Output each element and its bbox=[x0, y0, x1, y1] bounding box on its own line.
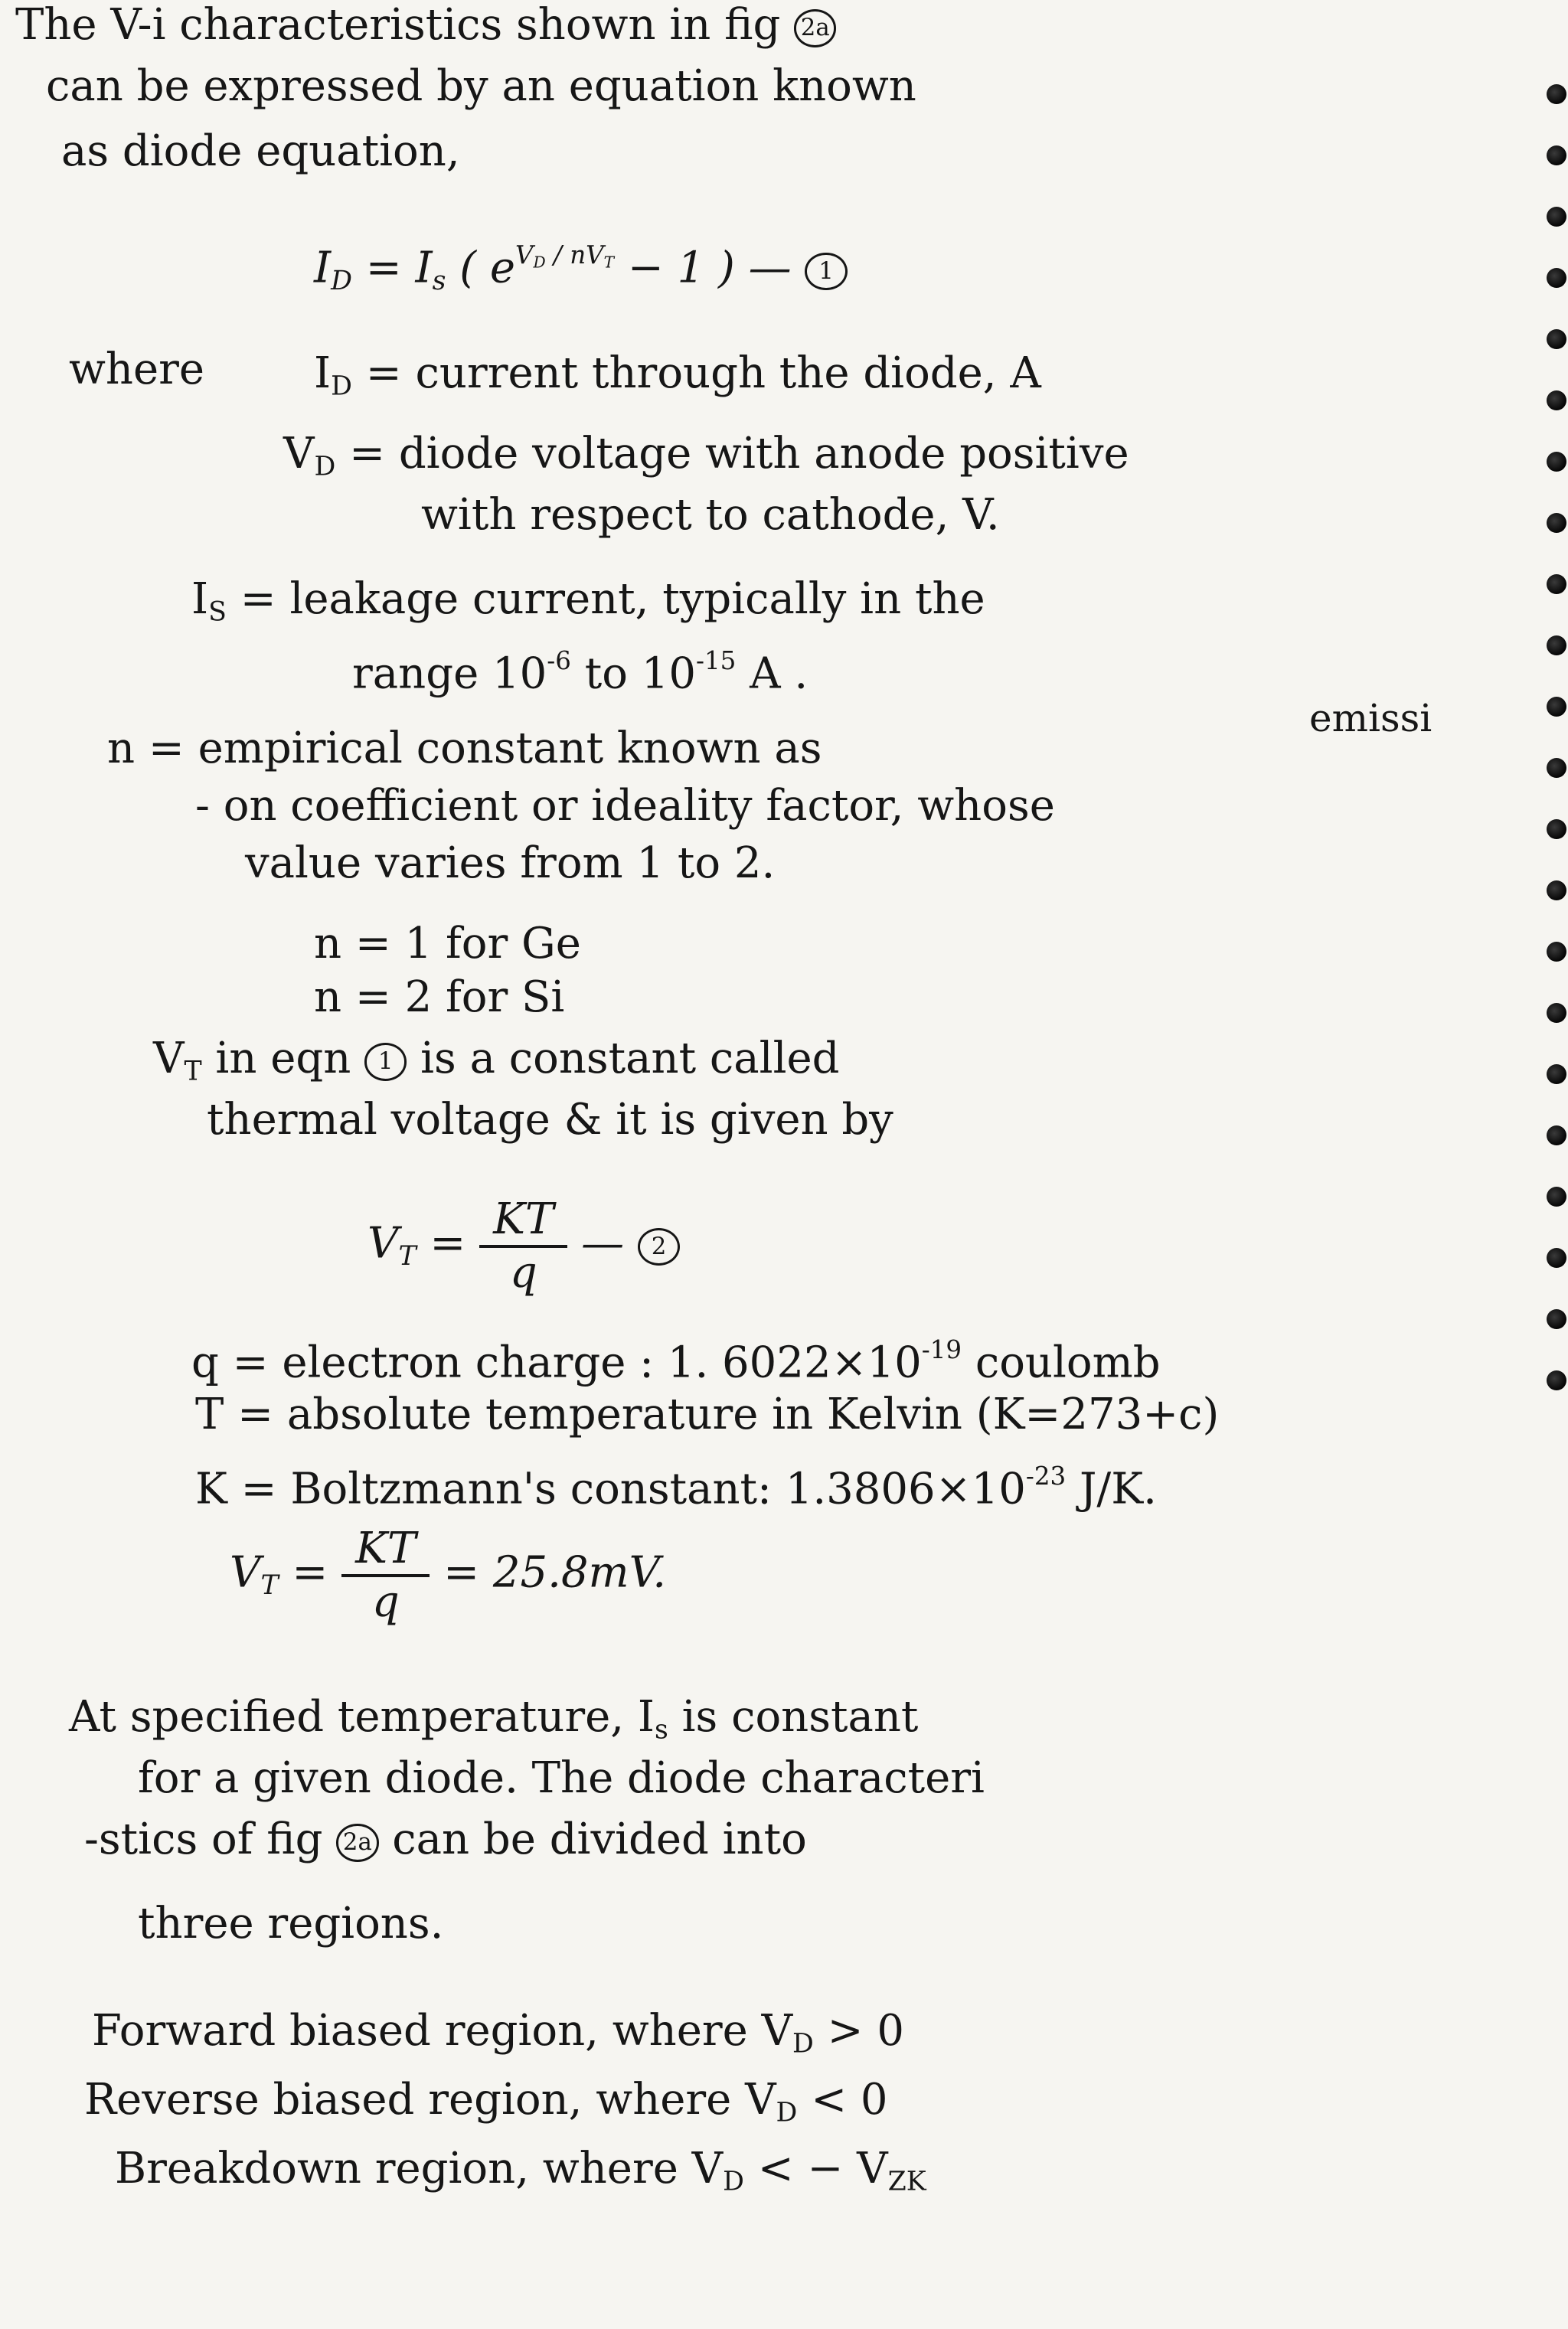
region-reverse: Reverse biased region, where $V_D < 0$ bbox=[84, 2075, 888, 2128]
text-line-2: can be expressed by an equation known bbox=[46, 61, 916, 111]
paragraph-2-line-2: for a given diode. The diode characteri bbox=[138, 1753, 985, 1803]
binding-hole bbox=[1547, 1125, 1566, 1145]
binding-hole bbox=[1547, 390, 1566, 410]
thermal-voltage-value: $V_T$ = $\frac{KT}{q}$ = 25.8mV. bbox=[230, 1524, 667, 1627]
spiral-binding bbox=[1522, 0, 1568, 2329]
binding-hole bbox=[1547, 819, 1566, 839]
n-definition-tail: emissi bbox=[1309, 696, 1432, 740]
thermal-voltage-equation: $V_T$ = $\frac{KT}{q}$ — 2 bbox=[368, 1194, 680, 1298]
region-breakdown: Breakdown region, where $V_D$ < − $V_{ZK}$ bbox=[115, 2144, 926, 2197]
vt-intro-1: $V_T$ in eqn 1 is a constant called bbox=[153, 1034, 840, 1087]
binding-hole bbox=[1547, 635, 1566, 655]
binding-hole bbox=[1547, 1187, 1566, 1207]
vt-intro-2: thermal voltage & it is given by bbox=[207, 1095, 893, 1145]
paragraph-2-line-1: At specified temperature, $I_s$ is constant bbox=[69, 1692, 919, 1746]
binding-hole bbox=[1547, 942, 1566, 962]
region-forward: Forward biased region, where $V_D > 0$ bbox=[92, 2006, 905, 2060]
text: The V-i characteristics shown in fig bbox=[15, 0, 781, 50]
binding-hole bbox=[1547, 1064, 1566, 1084]
binding-hole bbox=[1547, 329, 1566, 349]
k-definition: K = Boltzmann's constant: $1.3806\times 10^{-23}$ J/K. bbox=[195, 1462, 1157, 1514]
binding-hole bbox=[1547, 513, 1566, 533]
text-line-1 bbox=[15, 0, 836, 51]
figure-ref: 2a bbox=[336, 1824, 378, 1861]
binding-hole bbox=[1547, 574, 1566, 594]
q-definition: q = electron charge : 1. $6022\times 10^{-19}$ coulomb bbox=[191, 1335, 1161, 1388]
n-definition-3: value varies from 1 to 2. bbox=[245, 838, 776, 888]
binding-hole bbox=[1547, 1309, 1566, 1329]
binding-hole bbox=[1547, 758, 1566, 778]
n-silicon: n = 2 for Si bbox=[314, 972, 565, 1022]
paragraph-2-line-4: three regions. bbox=[138, 1899, 444, 1948]
binding-hole bbox=[1547, 697, 1566, 717]
binding-hole bbox=[1547, 207, 1566, 227]
n-definition-1: n = empirical constant known as bbox=[107, 724, 822, 773]
is-definition: $I_S$ = leakage current, typically in the bbox=[191, 574, 985, 628]
binding-hole bbox=[1547, 1003, 1566, 1023]
n-definition-2: - on coefficient or ideality factor, whose bbox=[195, 781, 1055, 831]
figure-ref: 2a bbox=[794, 9, 836, 47]
equation-number: 1 bbox=[805, 253, 847, 290]
n-germanium: n = 1 for Ge bbox=[314, 919, 581, 969]
where-label: where bbox=[69, 345, 205, 394]
binding-hole bbox=[1547, 1248, 1566, 1268]
binding-hole bbox=[1547, 880, 1566, 900]
binding-hole bbox=[1547, 268, 1566, 288]
binding-hole bbox=[1547, 84, 1566, 104]
diode-equation: $I_D = I_s$ ( $e^{V_D / nV_T} - 1$ ) — 1 bbox=[314, 230, 848, 306]
equation-number: 2 bbox=[638, 1228, 680, 1266]
paragraph-2-line-3: -stics of fig 2a can be divided into bbox=[84, 1815, 807, 1864]
id-definition: $I_D$ = current through the diode, A bbox=[314, 348, 1041, 402]
binding-hole bbox=[1547, 452, 1566, 472]
binding-hole bbox=[1547, 145, 1566, 165]
vd-definition: $V_D$ = diode voltage with anode positive bbox=[283, 429, 1129, 482]
text-line-3: as diode equation, bbox=[61, 126, 460, 176]
vd-definition-cont: with respect to cathode, V. bbox=[421, 490, 1000, 540]
is-range: range $10^{-6}$ to $10^{-15}$ A . bbox=[352, 646, 808, 699]
binding-hole bbox=[1547, 1370, 1566, 1390]
t-definition: T = absolute temperature in Kelvin (K=273+c) bbox=[195, 1390, 1220, 1439]
